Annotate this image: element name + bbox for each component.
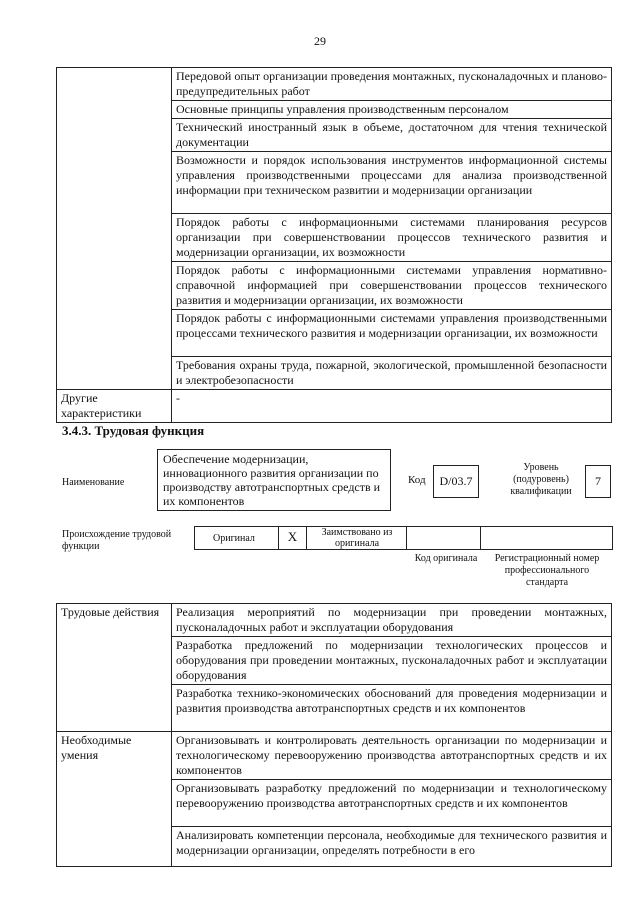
skill-item: Организовывать разработку предложений по модернизации и технологическому перевооружению производства автотранспортных средств и их компонентов <box>172 780 612 827</box>
knowledge-item: Основные принципы управления производственным персоналом <box>172 101 612 119</box>
qualification-level-label: Уровень (подуровень) квалификации <box>510 462 572 497</box>
knowledge-item: Порядок работы с информационными системами управления нормативно-справочной информацией при совершенствовании процессов технического развития и модернизации организации, их возможности <box>172 262 612 310</box>
origin-row <box>194 526 613 550</box>
knowledge-table <box>56 67 612 423</box>
skill-item: Организовывать и контролировать деятельность организации по модернизации и технологическому перевооружению производства автотранспортных средств и их компонентов <box>172 732 612 780</box>
knowledge-item: Передовой опыт организации проведения монтажных, пусконаладочных и планово-предупредительных работ <box>172 68 612 101</box>
labor-action-item: Разработка технико-экономических обоснований для проведения модернизации и развития производства автотранспортных средств и их компонентов <box>172 685 612 732</box>
page-number: 29 <box>314 34 326 48</box>
labor-actions-label: Трудовые действия <box>57 604 172 732</box>
code-label: Код <box>408 474 426 486</box>
knowledge-item: Порядок работы с информационными системами планирования ресурсов организации при совершенствовании процессов технического развития и модернизации организации, их возможности <box>172 214 612 262</box>
knowledge-item: Технический иностранный язык в объеме, достаточном для чтения технической документации <box>172 119 612 152</box>
original-label: Оригинал <box>213 533 255 544</box>
knowledge-label-cell <box>57 68 172 390</box>
origin-code-label: Код оригинала <box>414 553 478 564</box>
origin-label: Происхождение трудовой функции <box>62 529 172 552</box>
skill-item: Анализировать компетенции персонала, необходимые для технического развития и модернизации организации, определять потребности в его <box>172 827 612 867</box>
other-characteristics-label: Другие характеристики <box>57 390 172 423</box>
labor-action-item: Реализация мероприятий по модернизации при проведении монтажных, пусконаладочных работ и эксплуатации оборудования <box>172 604 612 637</box>
function-name-box: Обеспечение модернизации, инновационного развития организации по производству автотранспортных средств и их компонентов <box>157 449 391 511</box>
required-skills-label: Необходимые умения <box>57 732 172 867</box>
labor-action-item: Разработка предложений по модернизации технологических процессов и оборудования при проведении монтажных, пусконаладочных работ и эксплуатации оборудования <box>172 637 612 685</box>
section-heading: 3.4.3. Трудовая функция <box>62 423 205 438</box>
qualification-level-box: 7 <box>585 465 611 498</box>
knowledge-item: Порядок работы с информационными системами управления производственными процессами технического развития и модернизации организации, их возможности <box>172 310 612 357</box>
actions-skills-table <box>56 603 612 867</box>
registration-number-label: Регистрационный номер профессионального стандарта <box>494 553 600 588</box>
borrowed-label: Заимствовано из оригинала <box>321 527 393 549</box>
original-mark: X <box>287 529 298 544</box>
knowledge-item: Требования охраны труда, пожарной, экологической, промышленной безопасности и электробезопасности <box>172 357 612 390</box>
other-characteristics-value: - <box>172 390 612 423</box>
code-value-box: D/03.7 <box>433 465 479 498</box>
knowledge-item: Возможности и порядок использования инструментов информационной системы управления производственными процессами для анализа производственной информации при техническом развитии и модернизации организации <box>172 152 612 214</box>
name-label: Наименование <box>62 477 125 488</box>
